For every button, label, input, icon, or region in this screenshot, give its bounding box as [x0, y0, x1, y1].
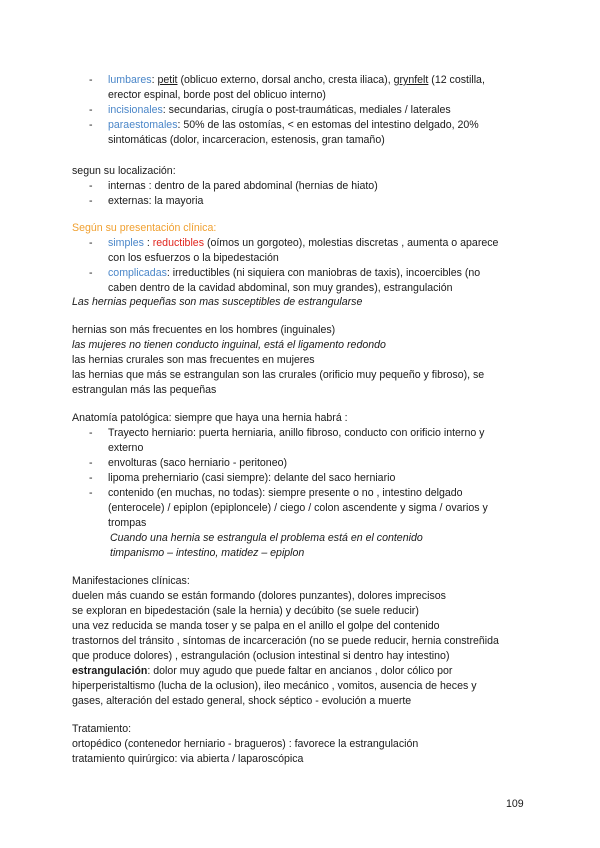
term-incisionales: incisionales [108, 104, 163, 116]
bullet-dash: - [89, 195, 93, 207]
bullet-dash: - [89, 267, 93, 279]
section-heading-localizacion: segun su localización: [72, 165, 176, 177]
list-item-externas: externas: la mayoria [108, 195, 204, 207]
list-item-trayecto: Trayecto herniario: puerta herniaria, anillo fibroso, conducto con orificio interno y [108, 427, 485, 439]
list-item-simples: simples : reductibles (oímos un gorgoteo), molestias discretas , aumenta o aparece [108, 237, 499, 249]
term-paraestomales: paraestomales [108, 119, 178, 131]
text-line: con los esfuerzos o la bipedestación [108, 252, 279, 264]
list-item-incisionales: incisionales: secundarias, cirugía o post-traumáticas, mediales / laterales [108, 104, 451, 116]
italic-note: las mujeres no tienen conducto inguinal, está el ligamento redondo [72, 339, 386, 351]
list-item-internas: internas : dentro de la pared abdominal (hernias de hiato) [108, 180, 378, 192]
text-line: se exploran en bipedestación (sale la hernia) y decúbito (se suele reducir) [72, 605, 419, 617]
bullet-dash: - [89, 119, 93, 131]
bullet-dash: - [89, 427, 93, 439]
text-line: ortopédico (contenedor herniario - bragueros) : favorece la estrangulación [72, 738, 419, 750]
text-line: trompas [108, 517, 147, 529]
text-line: las hernias que más se estrangulan son las crurales (orificio muy pequeño y fibroso), se [72, 369, 485, 381]
bullet-dash: - [89, 74, 93, 86]
list-item-envolturas: envolturas (saco herniario - peritoneo) [108, 457, 288, 469]
page-number: 109 [506, 798, 524, 810]
term-estrangulacion: estrangulación [72, 665, 148, 677]
text-line: una vez reducida se manda toser y se palpa en el anillo el golpe del contenido [72, 620, 440, 632]
list-item-lipoma: lipoma preherniario (casi siempre): delante del saco herniario [108, 472, 396, 484]
text-line: duelen más cuando se están formando (dolores punzantes), dolores imprecisos [72, 590, 446, 602]
section-heading-manifestaciones: Manifestaciones clínicas: [72, 575, 190, 587]
text-line: hernias son más frecuentes en los hombres (inguinales) [72, 324, 336, 336]
bullet-dash: - [89, 104, 93, 116]
text-line: caben dentro de la cavidad abdominal, son muy grandes), estrangulación [108, 282, 453, 294]
text-line: estrangulación: dolor muy agudo que puede faltar en ancianos , dolor cólico por [72, 665, 453, 677]
text-line: las hernias crurales son mas frecuentes en mujeres [72, 354, 315, 366]
section-heading-anatomia: Anatomía patológica: siempre que haya una hernia habrá : [72, 412, 348, 424]
bullet-dash: - [89, 472, 93, 484]
text-line: estrangulan más las pequeñas [72, 384, 217, 396]
text-line: que produce dolores) , estrangulación (oclusion intestinal si dentro hay intestino) [72, 650, 450, 662]
term-lumbares: lumbares [108, 74, 152, 86]
text-line: sintomáticas (dolor, incarceracion, estenosis, gran tamaño) [108, 134, 385, 146]
text-line: (enterocele) / epiplon (epiploncele) / ciego / colon ascendente y sigma / ovarios y [108, 502, 488, 514]
section-heading-tratamiento: Tratamiento: [72, 723, 132, 735]
list-item-complicadas: complicadas: irreductibles (ni siquiera con maniobras de taxis), incoercibles (no [108, 267, 481, 279]
bullet-dash: - [89, 237, 93, 249]
bullet-dash: - [89, 457, 93, 469]
term-grynfelt: grynfelt [393, 74, 429, 86]
bullet-dash: - [89, 487, 93, 499]
text-line: erector espinal, borde post del oblicuo interno) [108, 89, 326, 101]
text-line: gases, alteración del estado general, shock séptico - evolución a muerte [72, 695, 412, 707]
list-item-lumbares: lumbares: petit (oblicuo externo, dorsal ancho, cresta iliaca), grynfelt (12 costilla, [108, 74, 485, 86]
text-line: tratamiento quirúrgico: via abierta / laparoscópica [72, 753, 304, 765]
italic-note: Las hernias pequeñas son mas susceptibles de estrangularse [72, 296, 363, 308]
italic-note: timpanismo – intestino, matidez – epiplon [110, 547, 305, 559]
section-heading-presentacion: Según su presentación clínica: [72, 222, 217, 234]
term-petit: petit [157, 74, 178, 86]
term-simples: simples [108, 237, 144, 249]
term-reductibles: reductibles [152, 237, 204, 249]
text-line: trastornos del tránsito , síntomas de incarceración (no se puede reducir, hernia constreñida [72, 635, 499, 647]
text-line: hiperperistaltismo (lucha de la oclusion), ileo mecánico , vomitos, ausencia de heces y [72, 680, 477, 692]
list-item-paraestomales: paraestomales: 50% de las ostomías, < en estomas del intestino delgado, 20% [108, 119, 479, 131]
list-item-contenido: contenido (en muchas, no todas): siempre presente o no , intestino delgado [108, 487, 463, 499]
term-complicadas: complicadas [108, 267, 167, 279]
italic-note: Cuando una hernia se estrangula el problema está en el contenido [110, 532, 423, 544]
bullet-dash: - [89, 180, 93, 192]
text-line: externo [108, 442, 144, 454]
